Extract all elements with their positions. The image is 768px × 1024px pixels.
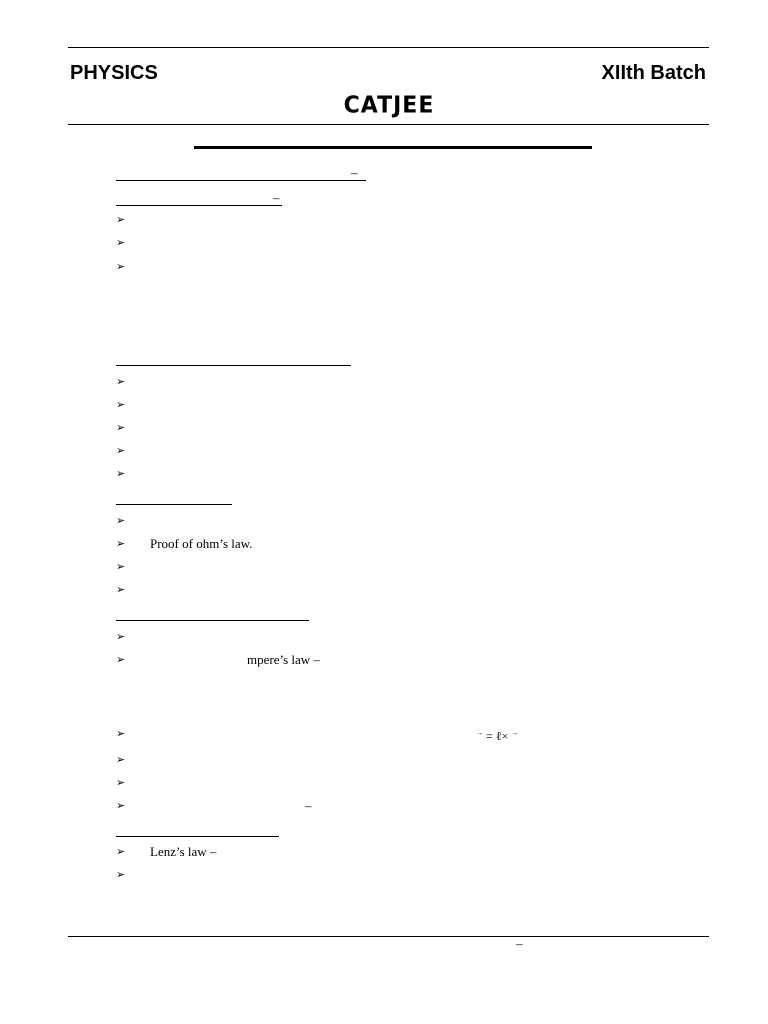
bullet-icon: ➢ — [116, 236, 126, 249]
force-formula — [476, 725, 518, 744]
subheading-underline-1 — [116, 205, 282, 206]
bullet-icon: ➢ — [116, 799, 126, 812]
subheading-dash-1: – — [273, 190, 280, 205]
bullet-icon: ➢ — [116, 583, 126, 596]
force-formula-text: = ℓ× — [486, 729, 509, 743]
title-underline-bar — [194, 146, 592, 149]
section-heading-underline-5 — [116, 836, 279, 837]
footer-dash: – — [516, 936, 523, 951]
batch-heading: XIIth Batch — [601, 62, 706, 84]
bullet-icon: ➢ — [116, 514, 126, 527]
section-heading-underline-2 — [116, 365, 351, 366]
ohm-law-proof-text: Proof of ohm’s law. — [150, 536, 253, 551]
bullet-icon: ➢ — [116, 776, 126, 789]
bullet-icon: ➢ — [116, 213, 126, 226]
lenz-law-text: Lenz’s law – — [150, 844, 217, 859]
bullet-icon: ➢ — [116, 421, 126, 434]
bullet-icon: ➢ — [116, 653, 126, 666]
section-heading-dash-1: – — [351, 165, 358, 180]
bullet-icon: ➢ — [116, 753, 126, 766]
subject-heading: PHYSICS — [70, 62, 158, 84]
bullet-icon: ➢ — [116, 868, 126, 881]
bullet-icon: ➢ — [116, 560, 126, 573]
bullet-icon: ➢ — [116, 845, 126, 858]
line-dash: – — [305, 798, 312, 813]
brand-logo-text: CATJEE — [343, 92, 435, 119]
bullet-icon: ➢ — [116, 727, 126, 740]
section-heading-underline-1 — [116, 180, 366, 181]
bullet-icon: ➢ — [116, 375, 126, 388]
bullet-icon: ➢ — [116, 398, 126, 411]
section-heading-underline-3 — [116, 504, 232, 505]
bullet-icon: ➢ — [116, 444, 126, 457]
section-heading-underline-4 — [116, 620, 309, 621]
bullet-icon: ➢ — [116, 467, 126, 480]
header-bottom-rule — [68, 124, 709, 125]
footer-rule — [68, 936, 709, 937]
bullet-icon: ➢ — [116, 260, 126, 273]
ampere-law-text: mpere’s law – — [247, 652, 320, 667]
bullet-icon: ➢ — [116, 630, 126, 643]
vector-arrow-icon: → — [511, 729, 519, 737]
header-top-rule — [68, 47, 709, 48]
bullet-icon: ➢ — [116, 537, 126, 550]
vector-arrow-icon: → — [476, 729, 483, 737]
